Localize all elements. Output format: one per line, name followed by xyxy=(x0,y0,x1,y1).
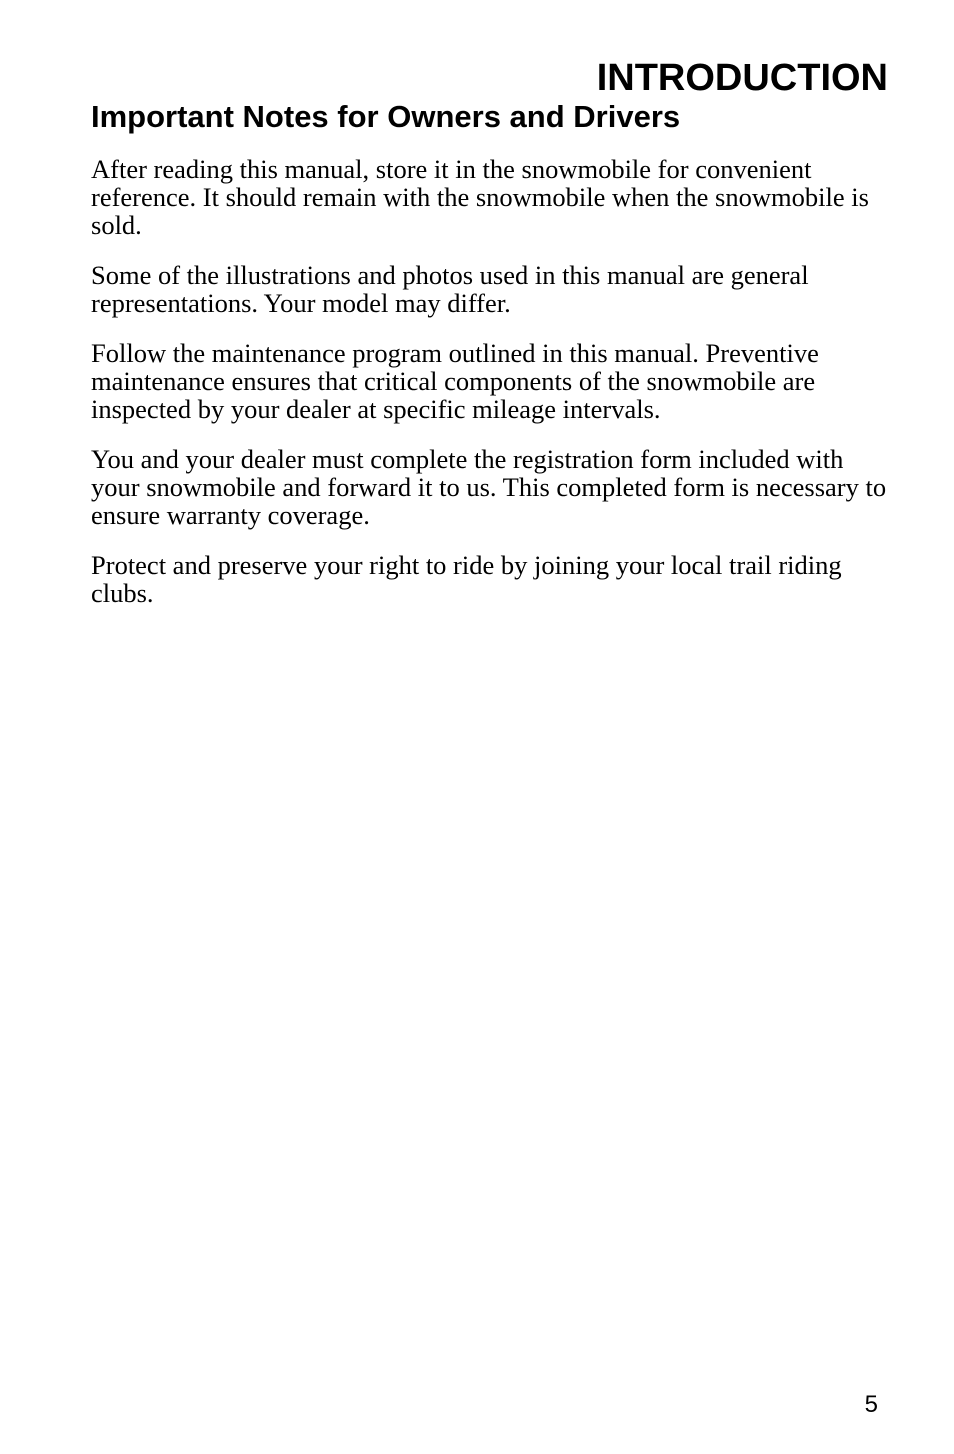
paragraph-registration: You and your dealer must complete the registration form included with your snowmobile and forward it to us. This completed form is necessary to ensure warranty coverage. xyxy=(91,444,887,530)
paragraph-illustrations: Some of the illustrations and photos used in this manual are general representations. Your model may differ. xyxy=(91,260,809,318)
page-number: 5 xyxy=(864,1391,878,1418)
paragraph-manual-storage: After reading this manual, store it in the snowmobile for convenient reference. It should remain with the snowmobile when the snowmobile is sold. xyxy=(91,154,869,240)
chapter-heading: INTRODUCTION xyxy=(596,57,888,99)
body-text xyxy=(91,155,891,629)
paragraph-trail-clubs: Protect and preserve your right to ride by joining your local trail riding clubs. xyxy=(91,550,842,608)
paragraph-maintenance: Follow the maintenance program outlined in this manual. Preventive maintenance ensures that critical components of the snowmobile are inspected by your dealer at specific mileage intervals. xyxy=(91,338,819,424)
section-title: Important Notes for Owners and Drivers xyxy=(91,99,681,134)
